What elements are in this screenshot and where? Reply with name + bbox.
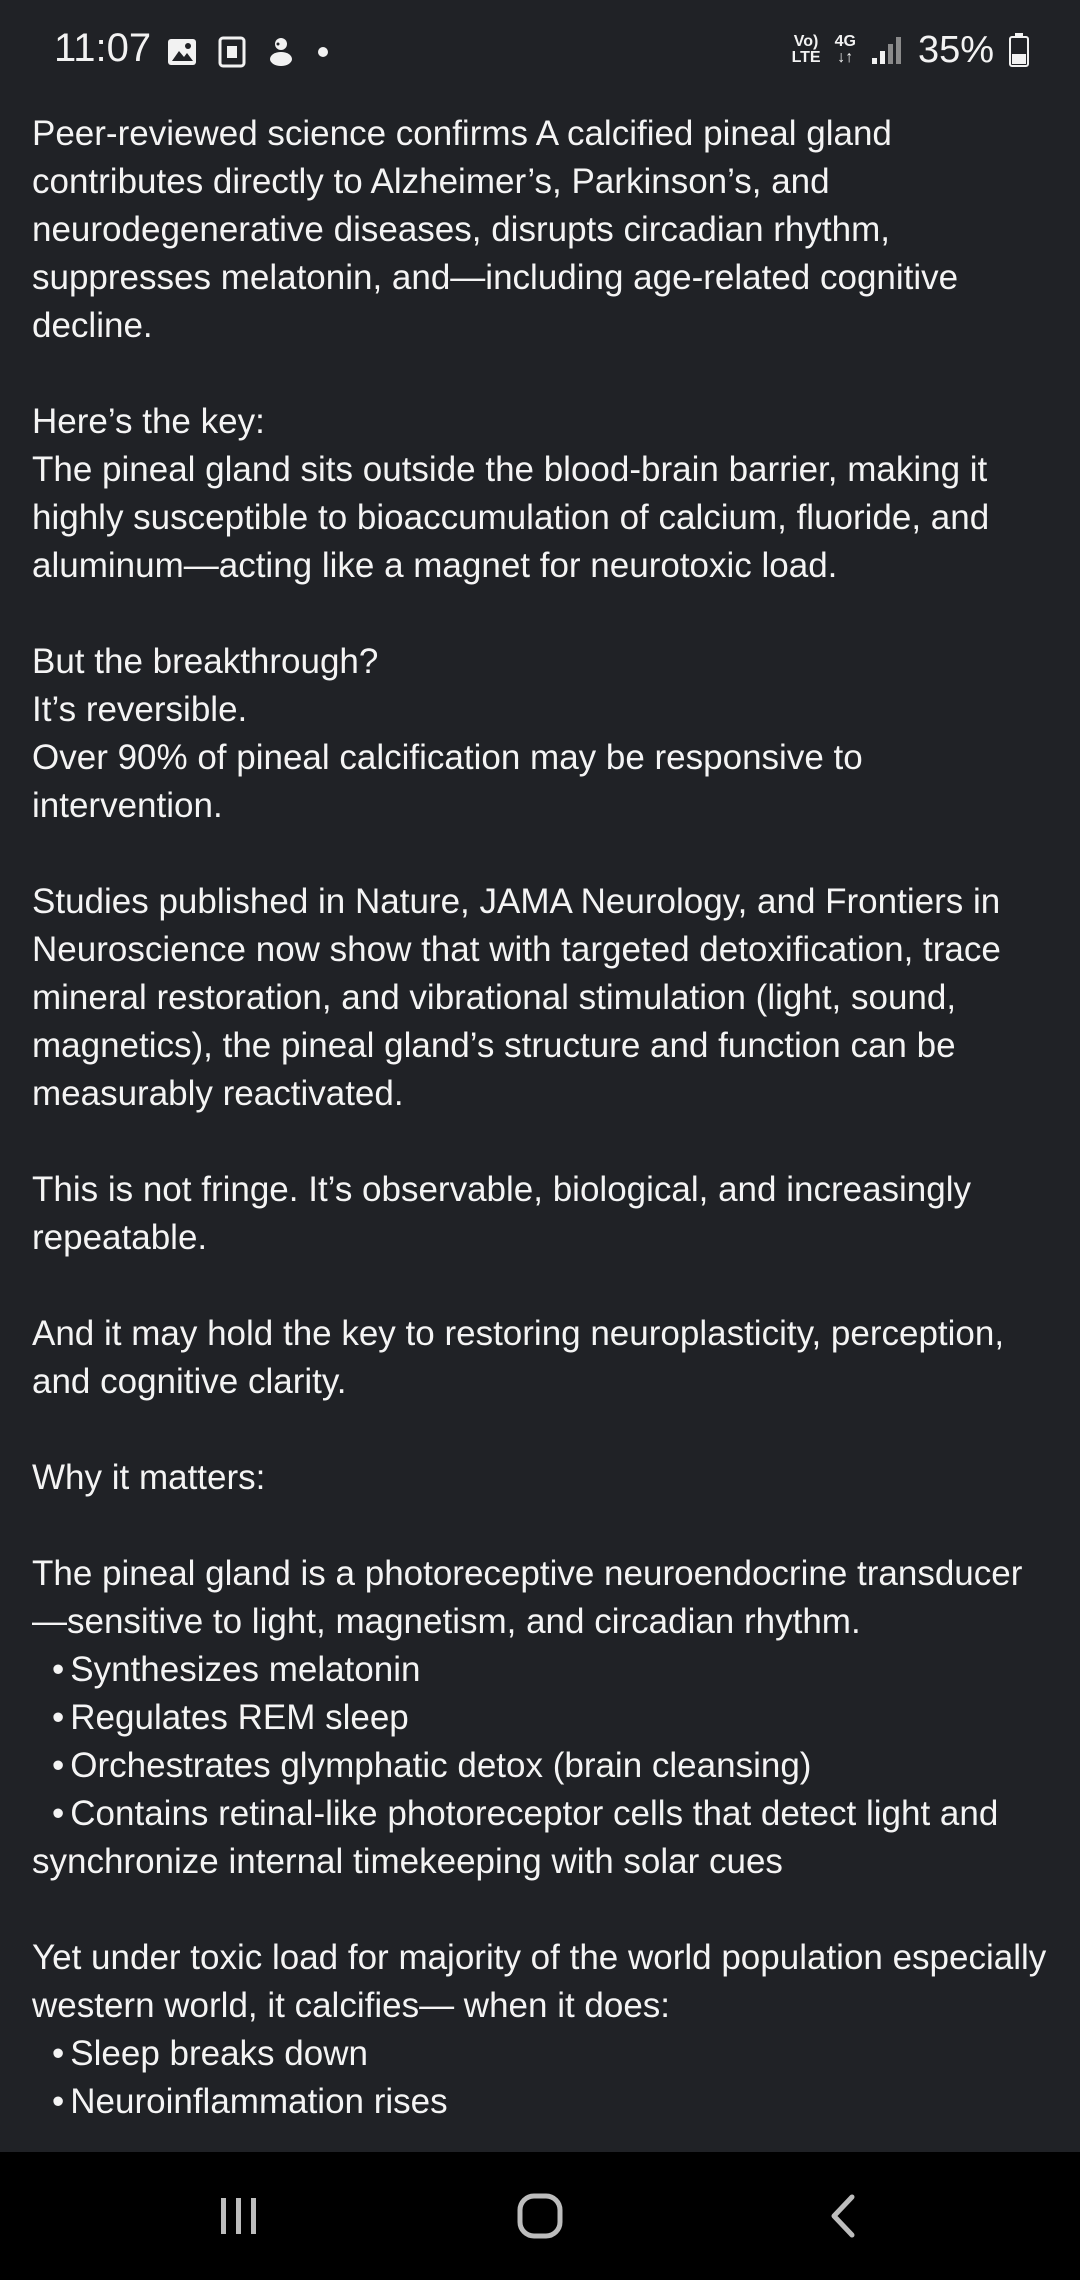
back-icon (828, 2193, 858, 2239)
bullet-item: • Neuroinflammation rises (52, 2082, 448, 2121)
post-paragraph (32, 398, 1052, 590)
bullet-item: • Regulates REM sleep (52, 1698, 409, 1737)
post-content (32, 110, 1052, 2152)
paragraph-body: The pineal gland is a photoreceptive neuroendocrine transducer—sensitive to light, magnetism, and circadian rhythm. (32, 1554, 1023, 1641)
post-paragraph: Why it matters: (32, 1458, 266, 1497)
paragraph-line: But the breakthrough? (32, 642, 379, 681)
app-notification-icon (266, 36, 296, 68)
battery-percent: 35% (917, 28, 994, 71)
bullet-item: • Contains retinal-like photoreceptor cells that detect light and synchronize internal timekeeping with solar cues (32, 1794, 999, 1881)
recent-apps-button[interactable] (199, 2180, 279, 2252)
battery-icon (1008, 32, 1030, 68)
post-paragraph: Studies published in Nature, JAMA Neurology, and Frontiers in Neuroscience now show that with targeted detoxification, trace mineral restoration, and vibrational stimulation (light, sound, magnetics), the pineal gland’s structure and function can be measurably reactivated. (32, 882, 1001, 1113)
status-time: 11:07 (54, 26, 152, 70)
volte-icon: Vo) LTE (791, 33, 821, 66)
paragraph-heading: Here’s the key: (32, 402, 265, 441)
navigation-bar (0, 2152, 1080, 2280)
system-icons (792, 26, 1030, 74)
home-icon (517, 2193, 563, 2239)
notification-icons (166, 32, 330, 72)
more-notifications-dot-icon (316, 45, 330, 59)
post-paragraph (32, 638, 1052, 830)
back-button[interactable] (803, 2180, 883, 2252)
bullet-item: • Sleep breaks down (52, 2034, 368, 2073)
post-paragraph (32, 1934, 1052, 2126)
recent-apps-icon (217, 2196, 261, 2236)
paragraph-line: It’s reversible. (32, 690, 248, 729)
calendar-icon (218, 36, 246, 68)
paragraph-body: The pineal gland sits outside the blood-brain barrier, making it highly susceptible to bioaccumulation of calcium, fluoride, and aluminum—acting like a magnet for neurotoxic load. (32, 450, 990, 585)
bullet-item: • Synthesizes melatonin (52, 1650, 421, 1689)
home-button[interactable] (500, 2180, 580, 2252)
network-type-icon: 4G ↓↑ (834, 33, 856, 66)
status-bar (0, 0, 1080, 100)
gallery-icon (166, 36, 198, 68)
post-paragraph: And it may hold the key to restoring neuroplasticity, perception, and cognitive clarity. (32, 1314, 1005, 1401)
post-paragraph: Peer-reviewed science confirms A calcified pineal gland contributes directly to Alzheimer’s, Parkinson’s, and neurodegenerative diseases, disrupts circadian rhythm, suppresses melatonin, and—including age-related cognitive decline. (32, 114, 959, 345)
post-paragraph (32, 1550, 1052, 1886)
paragraph-body: Yet under toxic load for majority of the world population especially western world, it calcifies— when it does: (32, 1938, 1047, 2025)
paragraph-line: Over 90% of pineal calcification may be responsive to intervention. (32, 738, 863, 825)
post-paragraph: This is not fringe. It’s observable, biological, and increasingly repeatable. (32, 1170, 972, 1257)
signal-strength-icon (870, 34, 904, 66)
bullet-item: • Orchestrates glymphatic detox (brain cleansing) (52, 1746, 812, 1785)
